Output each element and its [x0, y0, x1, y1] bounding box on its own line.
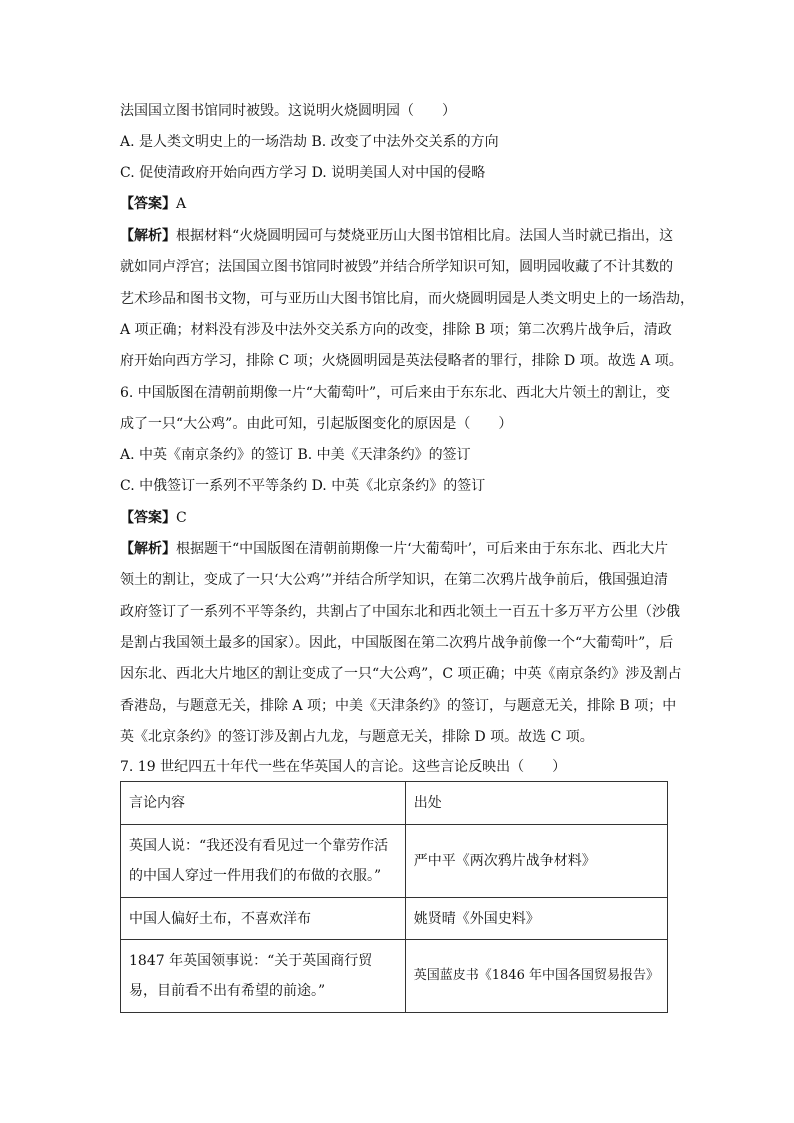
q6-analysis-line-6: 香港岛，与题意无关，排除 A 项；中美《天津条约》的签订，与题意无关，排除 B 项；中 — [120, 698, 677, 714]
answer-value: C — [176, 510, 187, 526]
table-header-row — [121, 782, 668, 825]
quote-source-table — [120, 781, 668, 1013]
q6-analysis-line-5: 因东北、西北大片地区的割让变成了一只“大公鸡”，C 项正确；中英《南京条约》涉及割占 — [120, 666, 682, 682]
q6-options-cd: C. 中俄签订一系列不平等条约 D. 中英《北京条约》的签订 — [120, 478, 486, 494]
q6-answer — [120, 508, 187, 528]
quote-cell: 中国人偏好土布，不喜欢洋布 — [121, 898, 406, 940]
table-row — [121, 825, 668, 898]
q5-answer — [120, 194, 186, 214]
source-cell: 严中平《两次鸦片战争材料》 — [405, 825, 667, 898]
q7-stem: 7. 19 世纪四五十年代一些在华英国人的言论。这些言论反映出（ ） — [120, 759, 567, 775]
q5-options-cd: C. 促使清政府开始向西方学习 D. 说明美国人对中国的侵略 — [120, 165, 486, 181]
analysis-tag: 【解析】 — [120, 228, 176, 244]
q6-analysis-line-2: 领土的割让，变成了一只‘大公鸡’”并结合所学知识，在第二次鸦片战争前后，俄国强迫清 — [120, 572, 669, 588]
analysis-text: 根据题干“中国版图在清朝前期像一片‘大葡萄叶’，可后来由于东东北、西北大片 — [176, 541, 669, 557]
answer-value: A — [176, 196, 187, 212]
q5-analysis-line-5: 府开始向西方学习，排除 C 项；火烧圆明园是英法侵略者的罪行，排除 D 项。故选 A 项。 — [120, 353, 683, 369]
header-cell: 言论内容 — [121, 782, 406, 825]
q6-stem-line-2: 成了一只“大公鸡”。由此可知，引起版图变化的原因是（ ） — [120, 416, 513, 432]
q5-analysis-line-1 — [120, 226, 673, 246]
q5-analysis-line-4: A 项正确；材料没有涉及中法外交关系方向的改变，排除 B 项；第二次鸦片战争后，清政 — [120, 322, 672, 338]
table-row — [121, 898, 668, 940]
answer-tag: 【答案】 — [120, 196, 176, 212]
q5-options-ab: A. 是人类文明史上的一场浩劫 B. 改变了中法外交关系的方向 — [120, 134, 499, 150]
table-row — [121, 940, 668, 1013]
quote-cell: 英国人说：“我还没有看见过一个靠劳作活的中国人穿过一件用我们的布做的衣服。” — [121, 825, 406, 898]
answer-tag: 【答案】 — [120, 510, 176, 526]
source-cell: 姚贤晴《外国史料》 — [405, 898, 667, 940]
q6-analysis-line-3: 政府签订了一系列不平等条约，共割占了中国东北和西北领土一百五十多万平方公里（沙俄 — [120, 604, 680, 620]
analysis-text: 根据材料“火烧圆明园可与焚烧亚历山大图书馆相比肩。法国人当时就已指出，这 — [176, 228, 674, 244]
q5-analysis-line-3: 艺术珍品和图书文物，可与亚历山大图书馆比肩，而火烧圆明园是人类文明史上的一场浩劫， — [120, 291, 694, 307]
q6-analysis-line-4: 是割占我国领土最多的国家）。因此，中国版图在第二次鸦片战争前像一个“大葡萄叶”，后 — [120, 635, 674, 651]
analysis-tag: 【解析】 — [120, 541, 176, 557]
q5-stem-tail: 法国国立图书馆同时被毁。这说明火烧圆明园（ ） — [120, 103, 456, 119]
q6-options-ab: A. 中英《南京条约》的签订 B. 中美《天津条约》的签订 — [120, 447, 471, 463]
quote-cell: 1847 年英国领事说：“关于英国商行贸易，目前看不出有希望的前途。” — [121, 940, 406, 1013]
q6-analysis-line-1 — [120, 539, 668, 559]
q5-analysis-line-2: 就如同卢浮宫；法国国立图书馆同时被毁”并结合所学知识可知，圆明园收藏了不计其数的 — [120, 259, 674, 275]
header-cell: 出处 — [405, 782, 667, 825]
q6-analysis-line-7: 英《北京条约》的签订涉及割占九龙，与题意无关，排除 D 项。故选 C 项。 — [120, 729, 594, 745]
source-cell: 英国蓝皮书《1846 年中国各国贸易报告》 — [405, 940, 667, 1013]
q6-stem-line-1: 6. 中国版图在清朝前期像一片“大葡萄叶”，可后来由于东东北、西北大片领土的割让，变 — [120, 385, 671, 401]
